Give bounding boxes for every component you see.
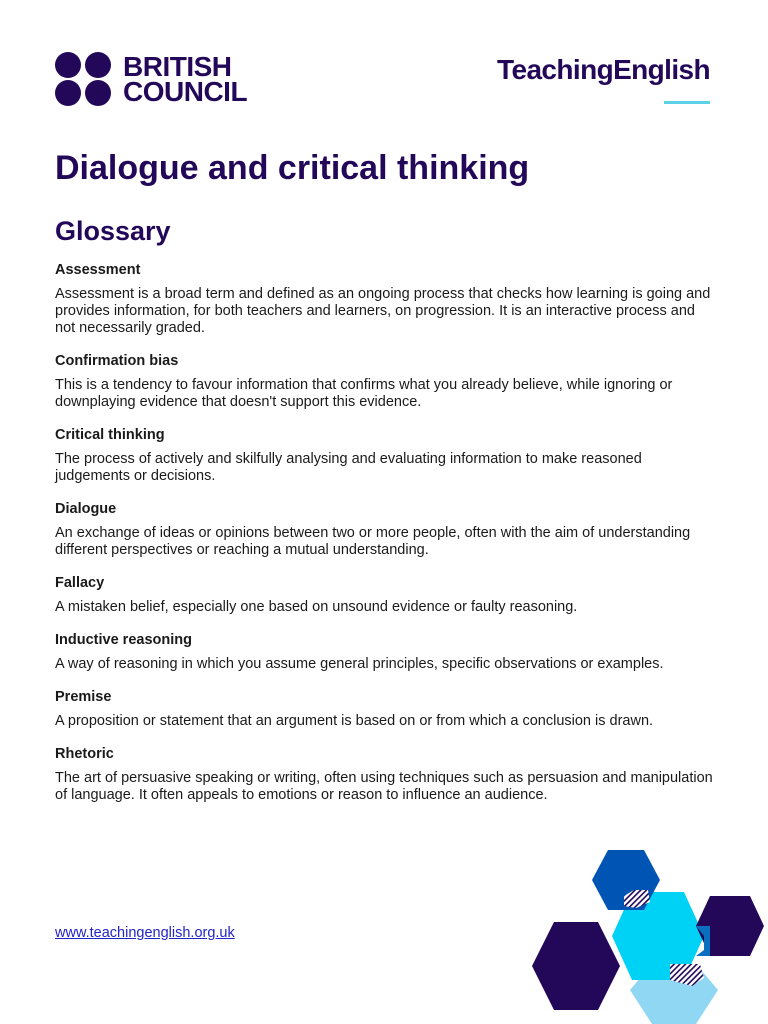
glossary-entry: [55, 575, 715, 616]
glossary-entry: [55, 427, 715, 485]
glossary-term: Inductive reasoning: [55, 632, 192, 648]
glossary-definition: The art of persuasive speaking or writing, often using techniques such as persuasion and manipulation of language. It often appeals to emotions or reason to influence an audience.: [55, 770, 713, 803]
glossary-definition: Assessment is a broad term and defined as an ongoing process that checks how learning is going and provides information, for both teachers and learners, on progression. It is an interactive process and not necessarily graded.: [55, 286, 711, 336]
glossary-list: [55, 262, 715, 820]
glossary-term: Rhetoric: [55, 746, 114, 762]
website-link[interactable]: www.teachingenglish.org.uk: [55, 925, 235, 941]
glossary-entry: [55, 353, 715, 411]
glossary-entry: [55, 632, 715, 673]
glossary-entry: [55, 689, 715, 730]
glossary-definition: A mistaken belief, especially one based on unsound evidence or faulty reasoning.: [55, 599, 578, 615]
page-title: Dialogue and critical thinking: [55, 149, 530, 187]
glossary-term: Premise: [55, 689, 112, 705]
glossary-definition: A proposition or statement that an argument is based on or from which a conclusion is drawn.: [55, 713, 654, 729]
glossary-term: Dialogue: [55, 501, 117, 517]
glossary-term: Assessment: [55, 262, 141, 278]
glossary-definition: The process of actively and skilfully analysing and evaluating information to make reasoned judgements or decisions.: [55, 451, 642, 484]
glossary-entry: [55, 262, 715, 337]
teachingenglish-logo: [497, 54, 710, 104]
glossary-definition: A way of reasoning in which you assume general principles, specific observations or examples.: [55, 656, 664, 672]
glossary-term: Confirmation bias: [55, 353, 179, 369]
logo-dots-icon: [55, 52, 115, 106]
glossary-term: Fallacy: [55, 575, 105, 591]
glossary-entry: [55, 746, 715, 804]
decorative-hexagons: [520, 840, 768, 1024]
logo-wordmark: [123, 51, 248, 107]
glossary-term: Critical thinking: [55, 427, 165, 443]
glossary-definition: An exchange of ideas or opinions between two or more people, often with the aim of understanding different perspectives or reaching a mutual understanding.: [55, 525, 691, 558]
product-name: TeachingEnglish: [497, 54, 710, 85]
glossary-entry: [55, 501, 715, 559]
british-council-logo: [55, 52, 247, 106]
logo-line-2: COUNCIL: [123, 76, 248, 107]
accent-underline: [664, 101, 710, 104]
glossary-definition: This is a tendency to favour information that confirms what you already believe, while ignoring or downplaying evidence that doesn't support this evidence.: [55, 377, 673, 410]
logo-line-1: BRITISH: [123, 51, 232, 82]
section-title: Glossary: [55, 216, 171, 246]
hexagon-dark-large: [532, 922, 620, 1010]
